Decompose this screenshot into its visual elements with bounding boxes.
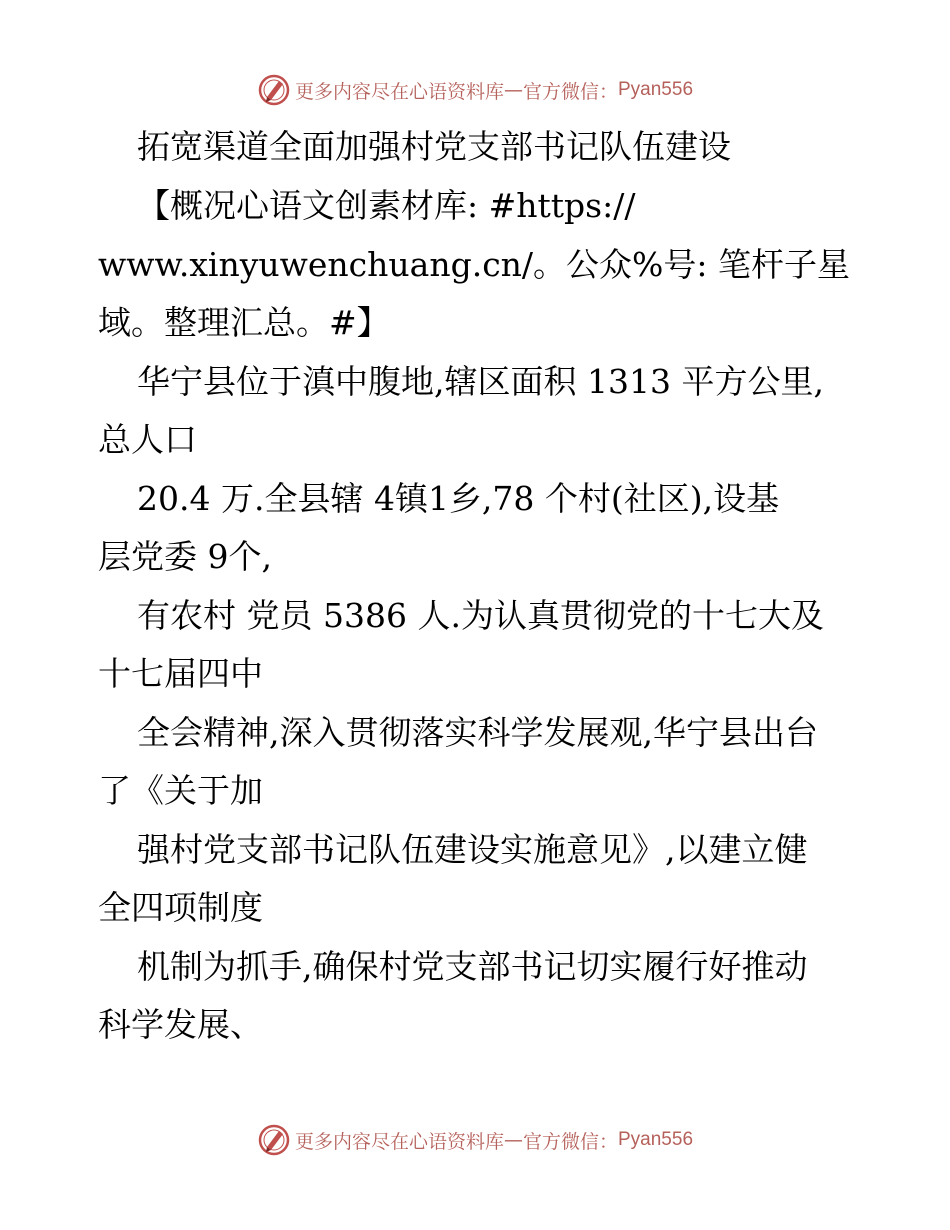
text-line: 华宁县位于滇中腹地,辖区面积 1313 平方公里, <box>137 362 824 401</box>
text-line: 域。整理汇总。#】 <box>98 303 390 342</box>
text-line: 科学发展、 <box>98 1005 263 1044</box>
header-banner <box>0 72 950 108</box>
wechat-label: 官方微信： <box>522 1130 618 1153</box>
text-line: 机制为抓手,确保村党支部书记切实履行好推动 <box>137 947 808 986</box>
text-line: 全四项制度 <box>98 888 263 927</box>
text-line: 总人口 <box>98 420 197 459</box>
text-line: www.xinyuwenchuang.cn/。公众%号: 笔杆子星 <box>98 245 851 284</box>
text-line: 十七届四中 <box>98 654 263 693</box>
pen-nib-logo-icon <box>257 1123 291 1157</box>
promo-text: 更多内容尽在心语资料库 <box>294 1130 504 1153</box>
footer-banner <box>0 1122 950 1158</box>
text-line: 层党委 9个, <box>98 537 272 576</box>
text-line: 了《关于加 <box>98 771 263 810</box>
banner-separator: — <box>503 79 523 101</box>
wechat-label: 官方微信： <box>522 80 618 103</box>
document-title: 拓宽渠道全面加强村党支部书记队伍建设 <box>137 127 731 166</box>
text-line: 强村党支部书记队伍建设实施意见》,以建立健 <box>137 830 808 869</box>
wechat-handle: Pyan556 <box>618 79 694 100</box>
pen-nib-logo-icon <box>257 73 291 107</box>
text-line: 20.4 万.全县辖 4镇1乡,78 个村(社区),设基 <box>137 479 780 518</box>
banner-separator: — <box>503 1129 523 1151</box>
promo-text: 更多内容尽在心语资料库 <box>294 80 504 103</box>
text-line: 全会精神,深入贯彻落实科学发展观,华宁县出台 <box>137 713 818 752</box>
text-line: 有农村 党员 5386 人.为认真贯彻党的十七大及 <box>137 596 824 635</box>
text-line: 【概况心语文创素材库: #https:// <box>137 186 636 225</box>
wechat-handle: Pyan556 <box>618 1129 694 1150</box>
